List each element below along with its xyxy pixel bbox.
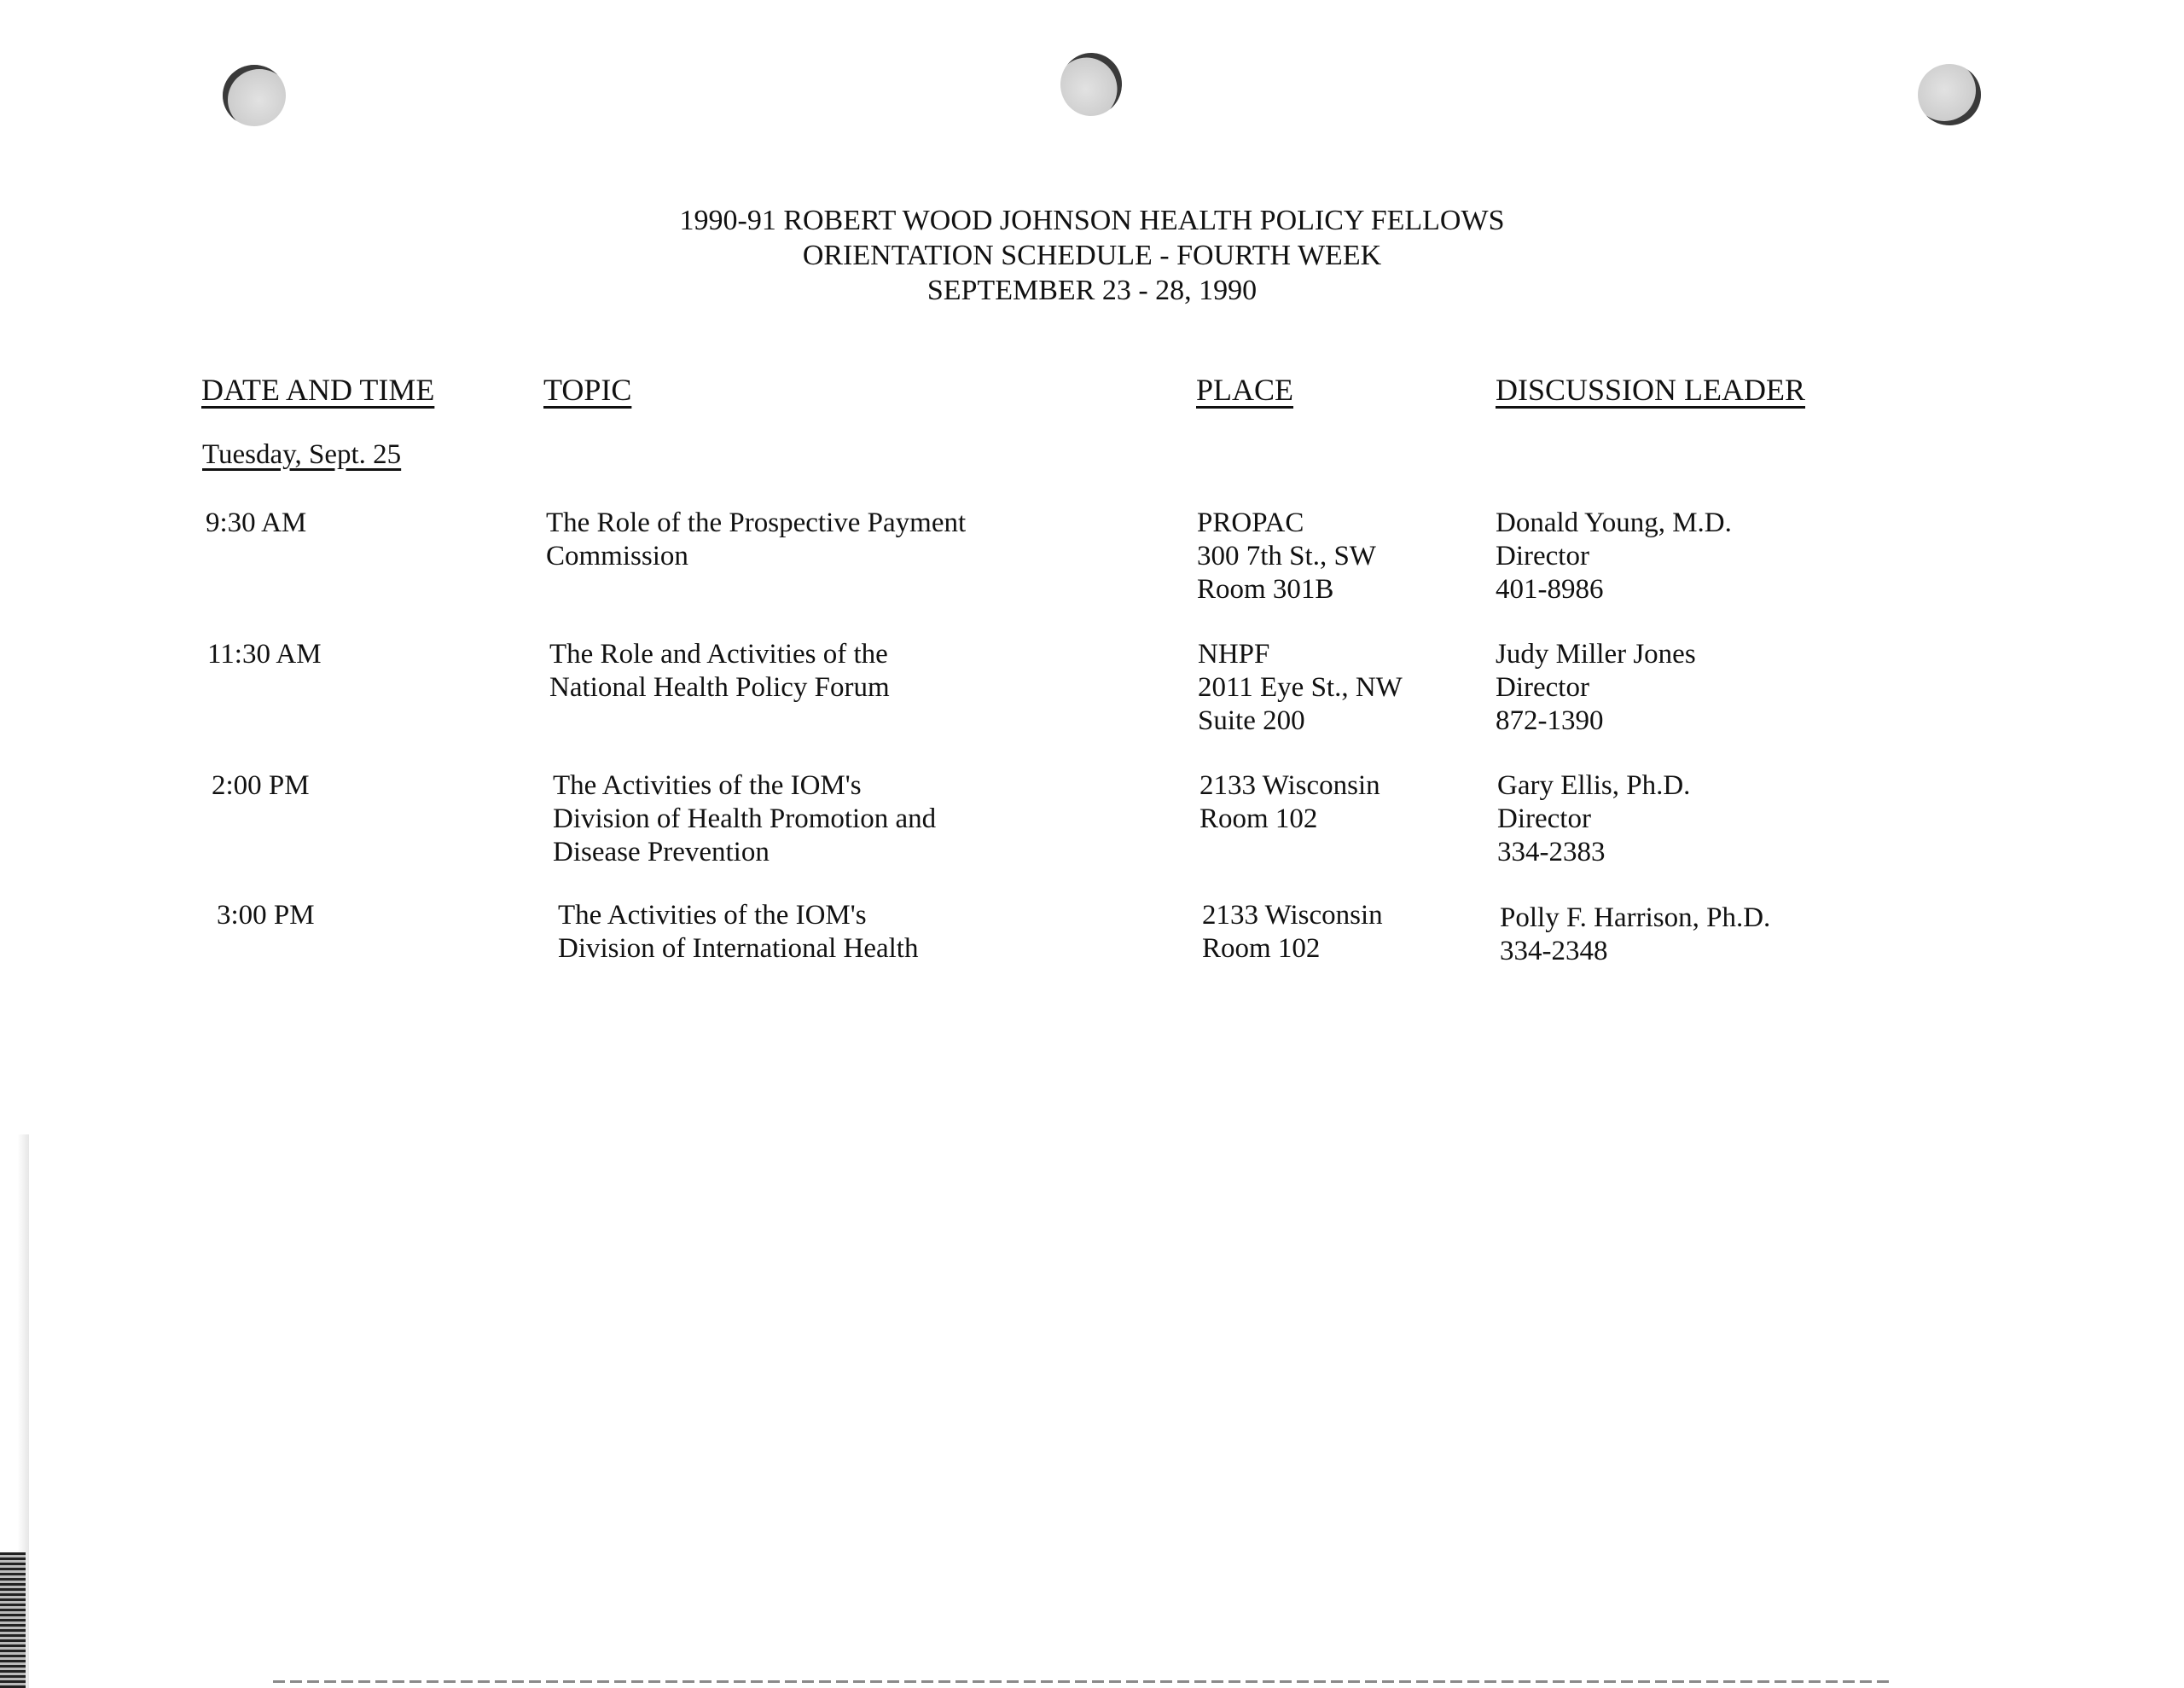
session-1-time: 9:30 AM — [206, 508, 307, 538]
session-3-leader-line: Director — [1497, 803, 1591, 834]
punch-hole-left — [223, 65, 286, 126]
session-3-time: 2:00 PM — [212, 770, 310, 801]
column-heading-leader: DISCUSSION LEADER — [1496, 373, 1806, 407]
punch-hole-center — [1058, 50, 1124, 119]
session-1-place-line: 300 7th St., SW — [1197, 541, 1376, 571]
session-3-leader — [1497, 769, 1690, 869]
session-4-topic-line: The Activities of the IOM's — [558, 900, 867, 931]
session-2-leader-line: 872-1390 — [1496, 705, 1604, 736]
session-1-place — [1197, 507, 1376, 606]
scan-edge-artifact — [0, 1552, 26, 1688]
session-2-topic-line: The Role and Activities of the — [549, 639, 888, 670]
session-4-leader — [1500, 902, 1770, 968]
title-line-1: 1990-91 ROBERT WOOD JOHNSON HEALTH POLICY FELLOWS — [679, 205, 1505, 236]
session-2-topic — [549, 638, 890, 705]
session-1-leader-line: Donald Young, M.D. — [1496, 508, 1732, 538]
session-1-leader — [1496, 507, 1732, 606]
session-1-topic-line: Commission — [546, 541, 688, 571]
session-4-place-line: Room 102 — [1202, 933, 1321, 964]
session-3-leader-line: Gary Ellis, Ph.D. — [1497, 770, 1691, 801]
session-1-place-line: Room 301B — [1197, 574, 1334, 605]
session-4-time: 3:00 PM — [217, 900, 315, 931]
session-4-topic — [558, 899, 918, 966]
session-2-time: 11:30 AM — [207, 639, 322, 670]
session-3-topic-line: The Activities of the IOM's — [553, 770, 862, 801]
document-title — [0, 203, 2184, 308]
title-line-3: SEPTEMBER 23 - 28, 1990 — [926, 275, 1258, 306]
session-1-topic-line: The Role of the Prospective Payment — [546, 508, 967, 538]
session-1-topic — [546, 507, 966, 573]
session-2-leader — [1496, 638, 1696, 738]
session-1-place-line: PROPAC — [1197, 508, 1304, 538]
session-3-place — [1199, 769, 1380, 836]
session-3-topic-line: Division of Health Promotion and — [553, 803, 937, 834]
column-heading-topic: TOPIC — [543, 373, 632, 407]
session-4-place-line: 2133 Wisconsin — [1202, 900, 1383, 931]
session-3-leader-line: 334-2383 — [1497, 837, 1606, 867]
session-4-topic-line: Division of International Health — [558, 933, 919, 964]
session-2-leader-line: Director — [1496, 672, 1589, 703]
session-2-place-line: NHPF — [1198, 639, 1270, 670]
punch-hole-right — [1918, 64, 1981, 125]
session-3-place-line: 2133 Wisconsin — [1199, 770, 1380, 801]
session-2-topic-line: National Health Policy Forum — [549, 672, 890, 703]
session-4-place — [1202, 899, 1383, 966]
session-2-leader-line: Judy Miller Jones — [1496, 639, 1696, 670]
session-1-leader-line: 401-8986 — [1496, 574, 1604, 605]
title-line-2: ORIENTATION SCHEDULE - FOURTH WEEK — [802, 240, 1382, 271]
session-3-place-line: Room 102 — [1199, 803, 1318, 834]
column-heading-place: PLACE — [1196, 373, 1294, 407]
session-2-place-line: 2011 Eye St., NW — [1198, 672, 1403, 703]
session-3-topic — [553, 769, 936, 869]
column-heading-date-time: DATE AND TIME — [201, 373, 435, 407]
session-4-leader-line: 334-2348 — [1500, 936, 1608, 966]
session-3-topic-line: Disease Prevention — [553, 837, 770, 867]
session-2-place — [1198, 638, 1403, 738]
session-4-leader-line: Polly F. Harrison, Ph.D. — [1500, 902, 1771, 933]
day-heading: Tuesday, Sept. 25 — [202, 439, 402, 470]
scan-bottom-edge — [273, 1680, 1894, 1683]
session-2-place-line: Suite 200 — [1198, 705, 1305, 736]
session-1-leader-line: Director — [1496, 541, 1589, 571]
